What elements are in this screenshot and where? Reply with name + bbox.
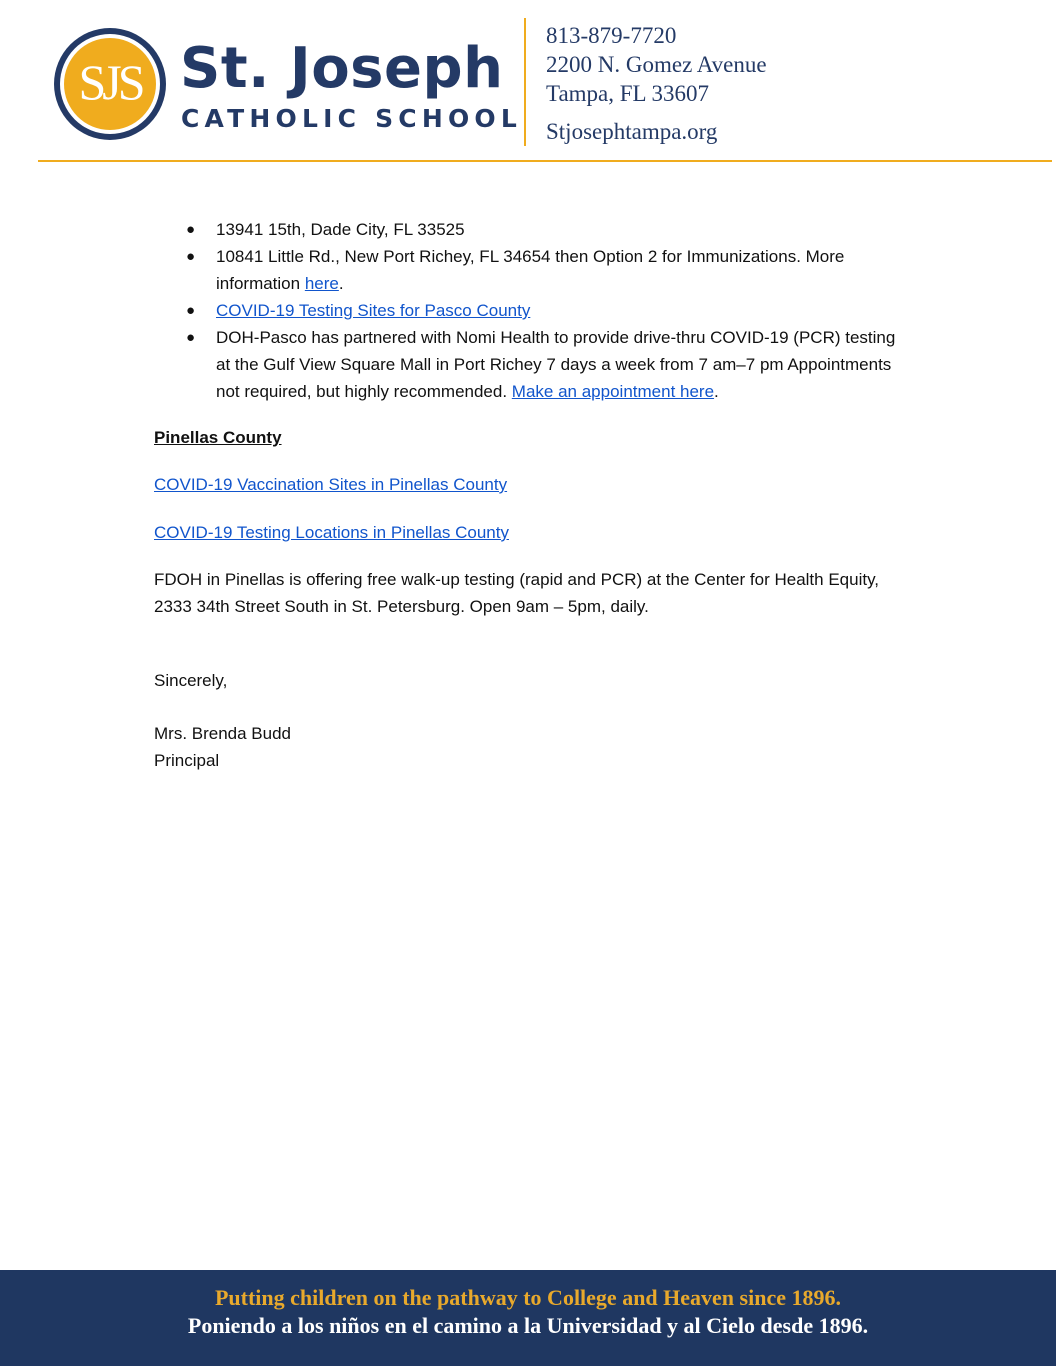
contact-website: Stjosephtampa.org bbox=[546, 119, 718, 144]
header-divider-vertical bbox=[524, 18, 526, 146]
list-item: ● 13941 15th, Dade City, FL 33525 bbox=[216, 216, 896, 243]
pinellas-testing-paragraph: FDOH in Pinellas is offering free walk-up testing (rapid and PCR) at the Center for Health Equity, 2333 34th Street South in St. Petersburg. Open 9am – 5pm, daily. bbox=[154, 570, 880, 616]
list-item bbox=[186, 297, 896, 324]
pinellas-testing-locations-link[interactable]: COVID-19 Testing Locations in Pinellas County bbox=[154, 523, 509, 542]
signer-title: Principal bbox=[154, 751, 220, 770]
bullet-icon: ● bbox=[186, 221, 196, 238]
header-divider-horizontal bbox=[38, 160, 1052, 162]
footer-banner bbox=[0, 1270, 1056, 1366]
closing-salutation: Sincerely, bbox=[154, 671, 228, 690]
footer-motto-english: Putting children on the pathway to College and Heaven since 1896. bbox=[214, 1285, 841, 1310]
signer-name: Mrs. Brenda Budd bbox=[154, 724, 292, 743]
signature-block bbox=[154, 720, 914, 774]
school-name: St. Joseph bbox=[180, 36, 504, 101]
pinellas-county-heading: Pinellas County bbox=[154, 428, 282, 447]
bullet-icon: ● bbox=[186, 302, 196, 319]
contact-address-line1: 2200 N. Gomez Avenue bbox=[546, 52, 767, 77]
more-information-here-link[interactable]: here bbox=[304, 274, 339, 293]
footer-motto-spanish: Poniendo a los niños en el camino a la Universidad y al Cielo desde 1896. bbox=[187, 1313, 869, 1338]
contact-address-line2: Tampa, FL 33607 bbox=[546, 81, 709, 106]
list-item: ● 10841 Little Rd., New Port Richey, FL 34654 then Option 2 for Immunizations. More information here. bbox=[216, 243, 896, 297]
school-subtitle: CATHOLIC SCHOOL bbox=[181, 104, 522, 133]
list-item: ● DOH-Pasco has partnered with Nomi Health to provide drive-thru COVID-19 (PCR) testing at the Gulf View Square Mall in Port Richey 7 days a week from 7 am–7 pm Appointments not required, but highly recommended. Make an appointment here. bbox=[216, 324, 896, 405]
pasco-locations-list bbox=[186, 216, 896, 405]
bullet-icon: ● bbox=[186, 248, 196, 265]
school-seal-logo bbox=[54, 28, 166, 140]
pinellas-vaccination-sites-link[interactable]: COVID-19 Vaccination Sites in Pinellas County bbox=[154, 475, 508, 494]
make-appointment-link[interactable]: Make an appointment here bbox=[511, 382, 715, 401]
contact-phone: 813-879-7720 bbox=[546, 23, 677, 48]
pasco-testing-sites-link[interactable]: COVID-19 Testing Sites for Pasco County bbox=[216, 301, 531, 320]
logo-monogram: SJS bbox=[78, 54, 142, 110]
bullet-icon: ● bbox=[186, 329, 196, 346]
letterhead bbox=[0, 0, 1056, 162]
